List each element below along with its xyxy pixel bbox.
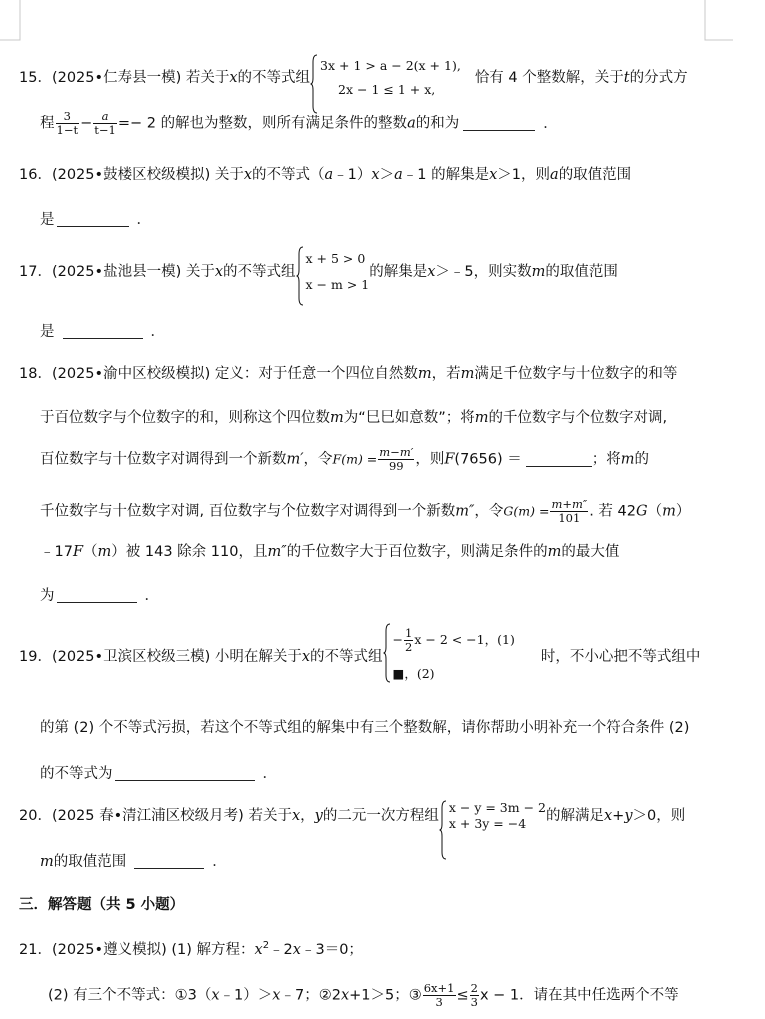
q16-line-2: 是 ． <box>40 212 151 228</box>
left-brace-icon <box>383 623 391 683</box>
q19-line-2: 的第 (2) 个不等式污损，若这个不等式组的解集中有三个整数解，请你帮助小明补充一个符合条件 (2) <box>40 720 690 736</box>
question-19: 19．(2025•卫滨区校级三模) 小明在解关于x的不等式组 − $\frac{1}{2}$ x − 2 < −1，(1) ■，(2) 时，不小心把不等式组中 <box>19 623 700 691</box>
q17-system-row-2: x − m > 1 <box>305 277 370 292</box>
q15-system-row-1: 3x + 1 > a − 2(x + 1), <box>320 58 461 73</box>
q17-inequality-system <box>296 246 370 298</box>
q19-system-row-1: − $\frac{1}{2}$ x − 2 < −1，(1) <box>392 626 515 654</box>
question-21: 21．(2025•遵义模拟) (1) 解方程：$x^2﹣2x﹣3=0$； <box>19 940 363 958</box>
left-brace-icon <box>439 800 447 860</box>
q17-system-row-1: x + 5 > 0 <box>305 251 366 266</box>
left-brace-icon <box>310 54 318 114</box>
q20-system-row-1: x − y = 3m − 2 <box>448 800 546 815</box>
q15-number: 15． <box>19 70 52 86</box>
q18-fraction-F: $\frac{m-m'}{99}$ <box>379 445 414 473</box>
q18-fraction-G: $\frac{m+m''}{101}$ <box>551 497 588 525</box>
q18-line-6: 为 ． <box>40 588 159 604</box>
q15-system-row-2: 2x − 1 ≤ 1 + x, <box>338 82 436 97</box>
q18-line-2: 于百位数字与个位数字的和，则称这个四位数m为“巳巳如意数”；将m的千位数字与个位数字对调, <box>40 410 668 426</box>
q20-equation-system <box>439 800 546 832</box>
question-16: 16．(2025•鼓楼区校级模拟) 关于x的不等式（a﹣1）x＞a﹣1 的解集是x＞1，则a的取值范围 <box>19 167 632 183</box>
q19-fraction-half: $\frac{1}{2}$ <box>405 626 413 654</box>
q19-inequality-system <box>383 623 515 691</box>
q18-answer-blank-2[interactable] <box>57 588 137 603</box>
q21-fraction-1: $\frac{6x+1}{3}$ <box>423 981 455 1009</box>
q17-line-2: 是 ． <box>40 324 165 340</box>
left-brace-icon <box>296 246 304 306</box>
q15-answer-blank[interactable] <box>463 116 535 131</box>
q19-line-3: 的不等式为 ． <box>40 766 277 782</box>
q19-system-row-2-smudged: ■，(2) <box>392 666 435 681</box>
q20-system-row-2: x + 3y = −4 <box>448 816 527 831</box>
q19-answer-blank[interactable] <box>115 766 255 781</box>
q15-line-2: 程 $\frac{3}{1-t}$ − $\frac{a}{t-1}$ =− 2 的解也为整数，则所有满足条件的整数a的和为 ． <box>40 109 558 137</box>
q15-source: (2025•仁寿县一模) <box>51 70 182 86</box>
q18-answer-blank-1[interactable] <box>526 452 592 467</box>
corner-mark-left <box>0 0 22 42</box>
q15-inequality-system <box>310 54 461 102</box>
q18-line-4: 千位数字与十位数字对调, 百位数字与个位数字对调得到一个新数m″，令G(m) = $\frac{m+m''}{101}$ . 若 42G（m） <box>40 497 691 525</box>
q20-answer-blank[interactable] <box>134 854 204 869</box>
q16-answer-blank[interactable] <box>57 212 129 227</box>
q15-fraction-1: $\frac{3}{1-t}$ <box>56 109 79 137</box>
q21-fraction-2: $\frac{2}{3}$ <box>470 981 478 1009</box>
q20-line-2: m的取值范围 ． <box>40 854 227 870</box>
q18-line-3: 百位数字与十位数字对调得到一个新数m′，令F(m) = $\frac{m-m'}{99}$ ，则F(7656) ＝ ；将m的 <box>40 445 649 473</box>
question-20: 20．(2025 春•清江浦区校级月考) 若关于x，y的二元一次方程组 x − y = 3m − 2 x + 3y = −4 的解满足x+y＞0，则 <box>19 800 685 832</box>
question-17: 17．(2025•盐池县一模) 关于x的不等式组 x + 5 > 0 x − m > 1 的解集是x＞﹣5，则实数m的取值范围 <box>19 246 618 298</box>
question-18: 18．(2025•渝中区校级模拟) 定义：对于任意一个四位自然数m，若m满足千位数字与十位数字的和等 <box>19 366 678 382</box>
q18-line-5: ﹣17F（m）被 143 除余 110，且m″的千位数字大于百位数字，则满足条件的m的最大值 <box>40 544 620 560</box>
q21-part-2: (2) 有三个不等式：①3（x﹣1）＞x﹣7；②2x+1＞5；③ $\frac{6x+1}{3}$ ≤ $\frac{2}{3}$ x − 1．请在其中任选两个不等 <box>48 981 679 1009</box>
section-heading-answer-questions: 三．解答题（共 5 小题） <box>19 897 185 913</box>
corner-mark-right <box>703 0 733 42</box>
question-15: 15．(2025•仁寿县一模) 若关于x的不等式组 3x + 1 > a − 2(x + 1), 2x − 1 ≤ 1 + x, 恰有 4 个整数解，关于t的分式方 <box>19 54 688 102</box>
q15-fraction-2: $\frac{a}{t-1}$ <box>94 109 116 137</box>
q17-answer-blank[interactable] <box>63 324 143 339</box>
